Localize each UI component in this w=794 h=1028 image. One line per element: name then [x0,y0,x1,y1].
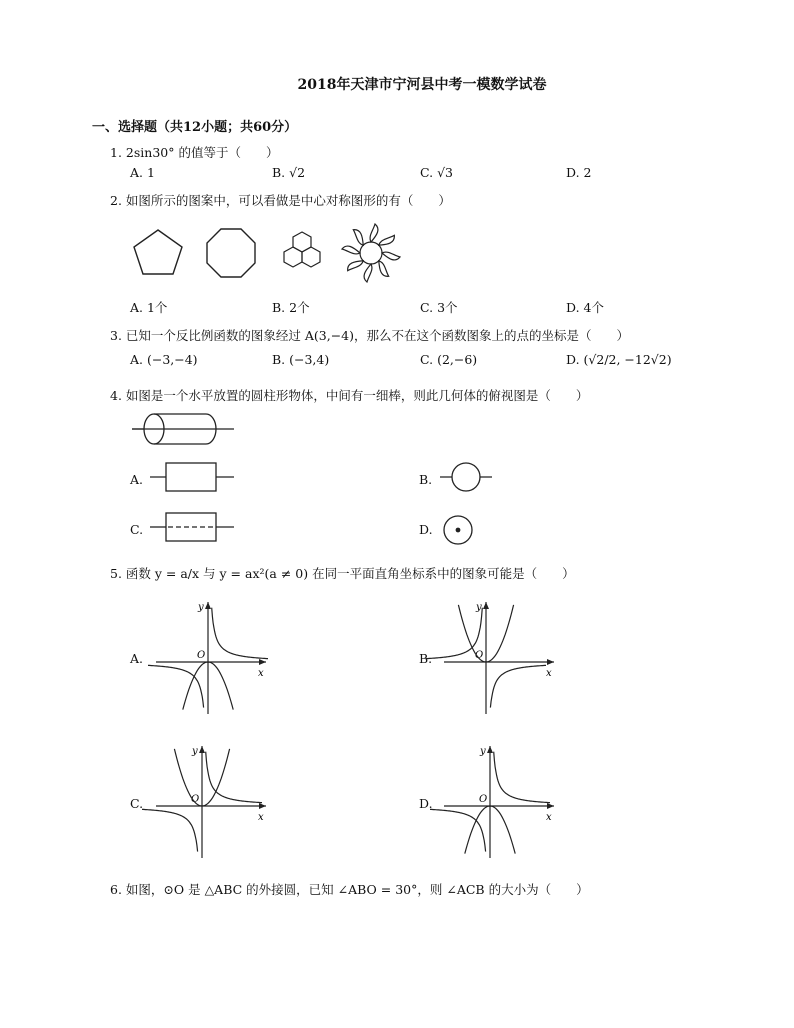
question-3-stem: 3. 已知一个反比例函数的图象经过 A(3,−4)，那么不在这个函数图象上的点的坐标是（ ） [110,328,630,343]
q3-option-c: C. (2,−6) [420,352,478,367]
q2-option-d: D. 4个 [566,300,604,315]
q4-option-a-figure [148,462,238,494]
q5-option-a-graph [150,596,275,716]
y-axis-label: y [480,746,486,757]
q5-option-d: D. [419,796,433,811]
y-axis-arrow-icon [483,602,489,609]
pinwheel-icon [340,222,402,284]
q1-option-d: D. 2 [566,165,592,180]
origin-label: O [475,650,484,661]
hyperbola-branch [494,752,550,803]
question-5-stem: 5. 函数 y = a/x 与 y = ax²(a ≠ 0) 在同一平面直角坐标系中的图象可能是（ ） [110,566,575,581]
origin-label: O [197,650,206,661]
q1-option-b: B. √2 [272,165,306,180]
hyperbola-branch [490,665,546,707]
q3-option-d: D. (√2/2, −12√2) [566,352,672,367]
cylinder-with-rod-figure [130,412,240,446]
q3-option-a: A. (−3,−4) [130,352,198,367]
q1-option-a: A. 1 [130,165,155,180]
three-hexagons-icon [278,228,328,278]
octagon-icon [205,226,260,281]
q4-option-c: C. [130,522,144,537]
q2-option-a: A. 1个 [130,300,168,315]
q4-option-d: D. [419,522,433,537]
y-axis-label: y [192,746,198,757]
y-axis-label: y [198,602,204,613]
page-title: 2018年天津市宁河县中考一模数学试卷 [297,77,547,93]
q4-option-d-figure [442,514,474,546]
x-axis-label: x [258,812,264,823]
q4-option-a: A. [130,472,144,487]
q5-option-c: C. [130,796,144,811]
question-6-stem: 6. 如图，⊙O 是 △ABC 的外接圆，已知 ∠ABO = 30°，则 ∠ACB 的大小为（ ） [110,882,589,897]
q5-option-d-graph [438,740,563,860]
x-axis-arrow-icon [259,659,266,665]
q4-option-b: B. [419,472,433,487]
origin-label: O [479,794,488,805]
hyperbola-branch [212,608,268,659]
y-axis-arrow-icon [205,602,211,609]
x-axis-arrow-icon [259,803,266,809]
y-axis-arrow-icon [487,746,493,753]
q2-option-b: B. 2个 [272,300,310,315]
x-axis-label: x [546,812,552,823]
section-heading: 一、选择题（共12小题；共60分） [92,120,298,135]
q5-option-a: A. [130,651,144,666]
q5-option-c-graph [150,740,275,860]
y-axis-arrow-icon [199,746,205,753]
pentagon-icon [130,226,190,281]
question-2-stem: 2. 如图所示的图案中，可以看做是中心对称图形的有（ ） [110,193,451,208]
hyperbola-branch [430,809,486,851]
question-4-stem: 4. 如图是一个水平放置的圆柱形物体，中间有一细棒，则此几何体的俯视图是（ ） [110,388,589,403]
x-axis-label: x [546,668,552,679]
q4-option-c-figure [148,512,238,544]
x-axis-arrow-icon [547,659,554,665]
origin-label: O [191,794,200,805]
q5-option-b: B. [419,651,433,666]
q3-option-b: B. (−3,4) [272,352,330,367]
q2-option-c: C. 3个 [420,300,458,315]
q4-option-b-figure [438,460,494,494]
x-axis-arrow-icon [547,803,554,809]
x-axis-label: x [258,668,264,679]
hyperbola-branch [142,809,198,851]
hyperbola-branch [148,665,204,707]
q1-option-c: C. √3 [420,165,453,180]
q5-option-b-graph [438,596,563,716]
question-1-stem: 1. 2sin30° 的值等于（ ） [110,145,279,160]
y-axis-label: y [476,602,482,613]
